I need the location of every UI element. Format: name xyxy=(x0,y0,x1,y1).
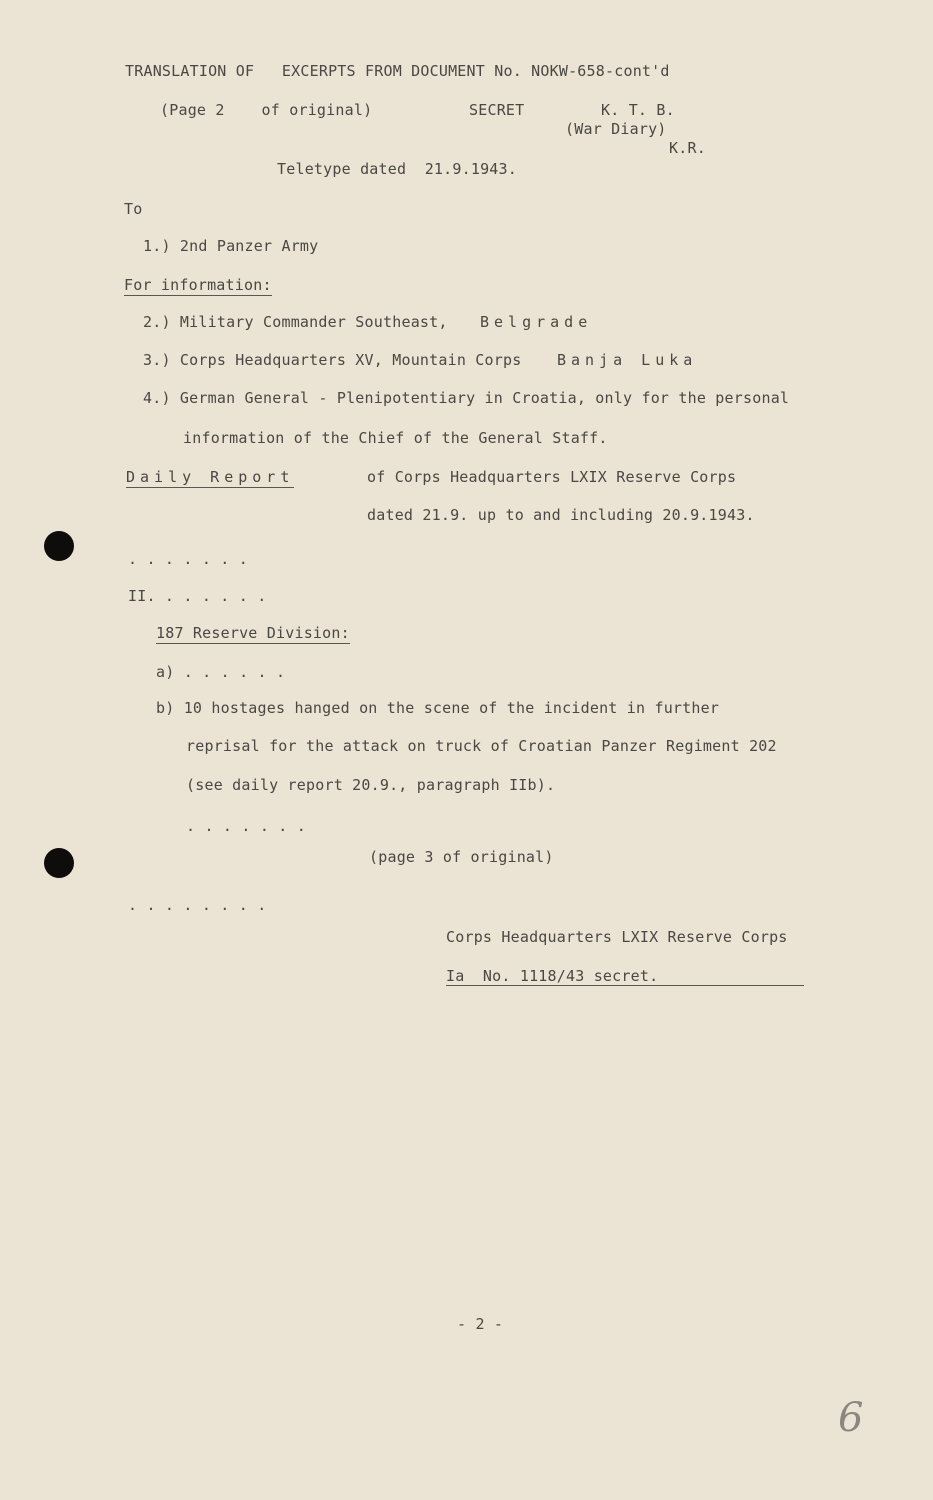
page-3-reference: (page 3 of original) xyxy=(369,848,554,866)
addressee-2-place: Belgrade xyxy=(480,313,593,331)
addressee-4-line-1: 4.) German General - Plenipotentiary in Croatia, only for the personal xyxy=(143,389,790,407)
daily-report-dated: dated 21.9. up to and including 20.9.1943. xyxy=(367,506,755,524)
daily-report-title: Daily Report xyxy=(126,468,295,486)
addressee-4-line-2: information of the Chief of the General Staff. xyxy=(183,429,608,447)
signature-issuer: Corps Headquarters LXIX Reserve Corps xyxy=(446,928,788,946)
omission-dots-1: . . . . . . . xyxy=(128,550,248,568)
document-title: TRANSLATION OF EXCERPTS FROM DOCUMENT No. NOKW-658-cont'd xyxy=(125,62,670,80)
addressee-1: 1.) 2nd Panzer Army xyxy=(143,237,319,255)
page-reference: (Page 2 of original) xyxy=(160,101,373,119)
section-ii-heading: II. . . . . . . xyxy=(128,587,267,605)
addressee-2: 2.) Military Commander Southeast, xyxy=(143,313,448,331)
page-number: - 2 - xyxy=(457,1315,504,1333)
teletype-date: Teletype dated 21.9.1943. xyxy=(277,160,517,178)
punch-hole-bottom xyxy=(44,848,74,878)
to-label: To xyxy=(124,200,143,218)
classification-label: SECRET xyxy=(469,101,525,119)
division-heading: 187 Reserve Division: xyxy=(156,624,350,642)
addressee-3-place: Banja Luka xyxy=(557,351,698,369)
addressee-3: 3.) Corps Headquarters XV, Mountain Corps xyxy=(143,351,522,369)
for-information-label: For information: xyxy=(124,276,272,294)
item-b-line-1: b) 10 hostages hanged on the scene of the incident in further xyxy=(156,699,720,717)
ktb-label: K. T. B. xyxy=(601,101,675,119)
daily-report-issuer: of Corps Headquarters LXIX Reserve Corps xyxy=(367,468,737,486)
omission-dots-2: . . . . . . . xyxy=(186,817,306,835)
signature-reference: Ia No. 1118/43 secret. xyxy=(446,967,659,985)
punch-hole-top xyxy=(44,531,74,561)
item-a: a) . . . . . . xyxy=(156,663,286,681)
signature-underline xyxy=(446,985,804,986)
kr-label: K.R. xyxy=(669,139,706,157)
item-b-line-3: (see daily report 20.9., paragraph IIb). xyxy=(186,776,556,794)
war-diary-label: (War Diary) xyxy=(565,120,667,138)
omission-dots-3: . . . . . . . . xyxy=(128,896,267,914)
item-b-line-2: reprisal for the attack on truck of Croatian Panzer Regiment 202 xyxy=(186,737,777,755)
handwritten-page-number: 6 xyxy=(838,1395,864,1441)
